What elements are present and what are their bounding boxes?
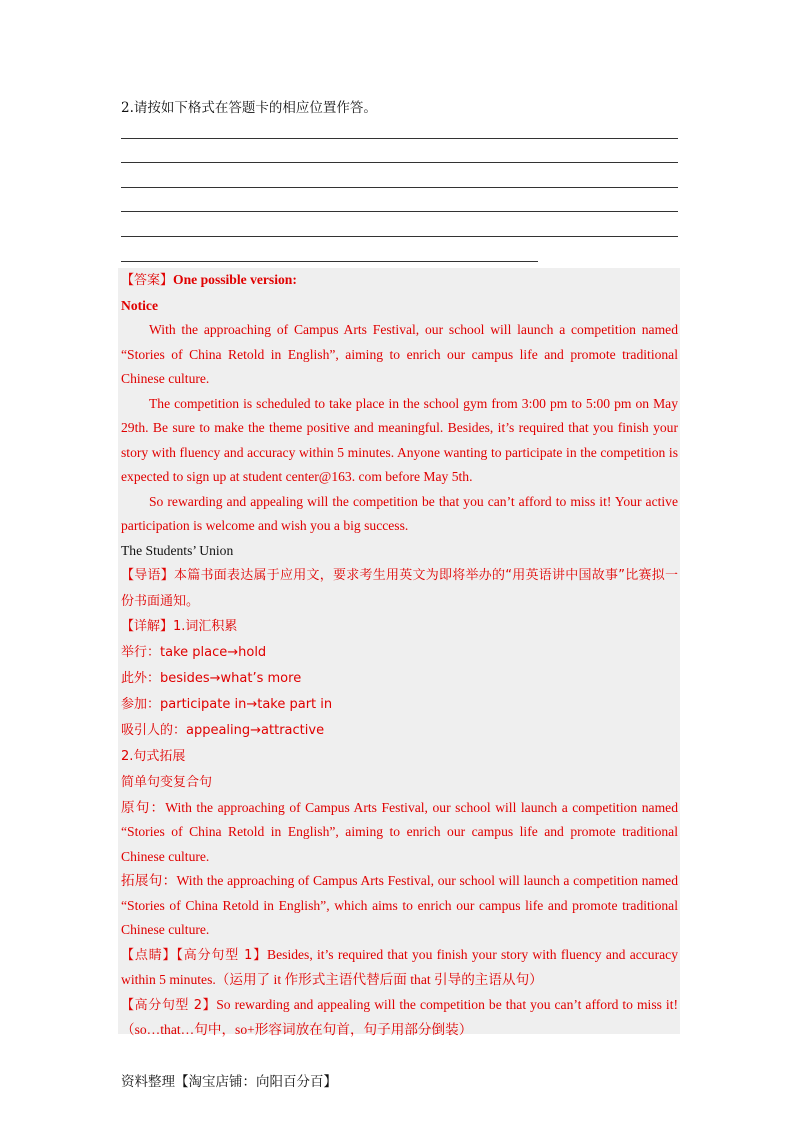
answer-header xyxy=(121,268,678,294)
detail-section-1: 1.词汇积累 xyxy=(173,619,238,634)
signature: The Students’ Union xyxy=(121,542,234,558)
guide-text: 本篇书面表达属于应用文，要求考生用英文为即将举办的“用英语讲中国故事”比赛拟一份书面通知。 xyxy=(121,568,678,609)
instruction-text: 2.请按如下格式在答题卡的相应位置作答。 xyxy=(121,100,377,116)
detail-subsection: 简单句变复合句 xyxy=(121,774,213,790)
vocab-item: 举行：take place→hold xyxy=(121,644,267,660)
footer-note: 资料整理【淘宝店铺：向阳百分百】 xyxy=(121,1074,337,1090)
answer-paragraph-1: With the approaching of Campus Arts Festival, our school will launch a competition named “Stories of China Retold in English”, aiming to enrich our campus life and promote traditional Chinese culture. xyxy=(121,322,678,386)
highlight-tag: 【点睛】 xyxy=(121,947,177,963)
answer-version: One possible version: xyxy=(173,272,297,287)
highlight-1-tag: 【高分句型 1】 xyxy=(176,947,268,963)
vocab-item: 吸引人的：appealing→attractive xyxy=(121,722,325,738)
answer-line xyxy=(121,236,678,237)
vocab-item: 此外：besides→what’s more xyxy=(121,670,302,686)
answer-line xyxy=(121,138,678,139)
answer-paragraph-3: So rewarding and appealing will the competition be that you can’t afford to miss it! Your active participation is welcome and wish you a big success. xyxy=(121,493,678,533)
guide-tag: 【导语】 xyxy=(121,568,175,583)
highlight-2-tag: 【高分句型 2】 xyxy=(121,997,217,1013)
notice-heading: Notice xyxy=(121,297,158,313)
answer-line xyxy=(121,261,538,262)
answer-section xyxy=(121,268,678,1043)
highlight-1 xyxy=(121,943,678,993)
highlight-2 xyxy=(121,993,678,1043)
answer-line xyxy=(121,162,678,163)
answer-line xyxy=(121,211,678,212)
detail-section-2: 2.句式拓展 xyxy=(121,748,186,764)
detail-tag: 【详解】 xyxy=(121,619,174,634)
answer-paragraph-2: The competition is scheduled to take place in the school gym from 3:00 pm to 5:00 pm on May 29th. Be sure to make the theme positive and meaningful. Besides, it’s required that you finish your story with fluency and accuracy within 5 minutes. Anyone wanting to participate in the competition is expected to sign up at student center@163. com before May 5th. xyxy=(121,395,678,484)
highlight-2-text: So rewarding and appealing will the competition be that you can’t afford to miss it!（so…that…句中，so+形容词放在句首，句子用部分倒装） xyxy=(121,996,678,1037)
original-sentence: 原句：With the approaching of Campus Arts Festival, our school will launch a competition named “Stories of China Retold in English”, aiming to enrich our campus life and promote traditional Chinese culture. xyxy=(121,799,678,864)
expanded-sentence: 拓展句：With the approaching of Campus Arts Festival, our school will launch a competition named “Stories of China Retold in English”, which aims to enrich our campus life and promote traditional Chinese culture. xyxy=(121,873,678,937)
detail-header xyxy=(121,614,678,640)
answer-line xyxy=(121,187,678,188)
answer-tag: 【答案】 xyxy=(121,273,174,288)
highlight-1-text: Besides, it’s required that you finish your story with fluency and accuracy within 5 minutes.（运用了 it 作形式主语代替后面 that 引导的主语从句） xyxy=(121,946,678,987)
vocab-item: 参加：participate in→take part in xyxy=(121,696,333,712)
guide-paragraph xyxy=(121,563,678,614)
